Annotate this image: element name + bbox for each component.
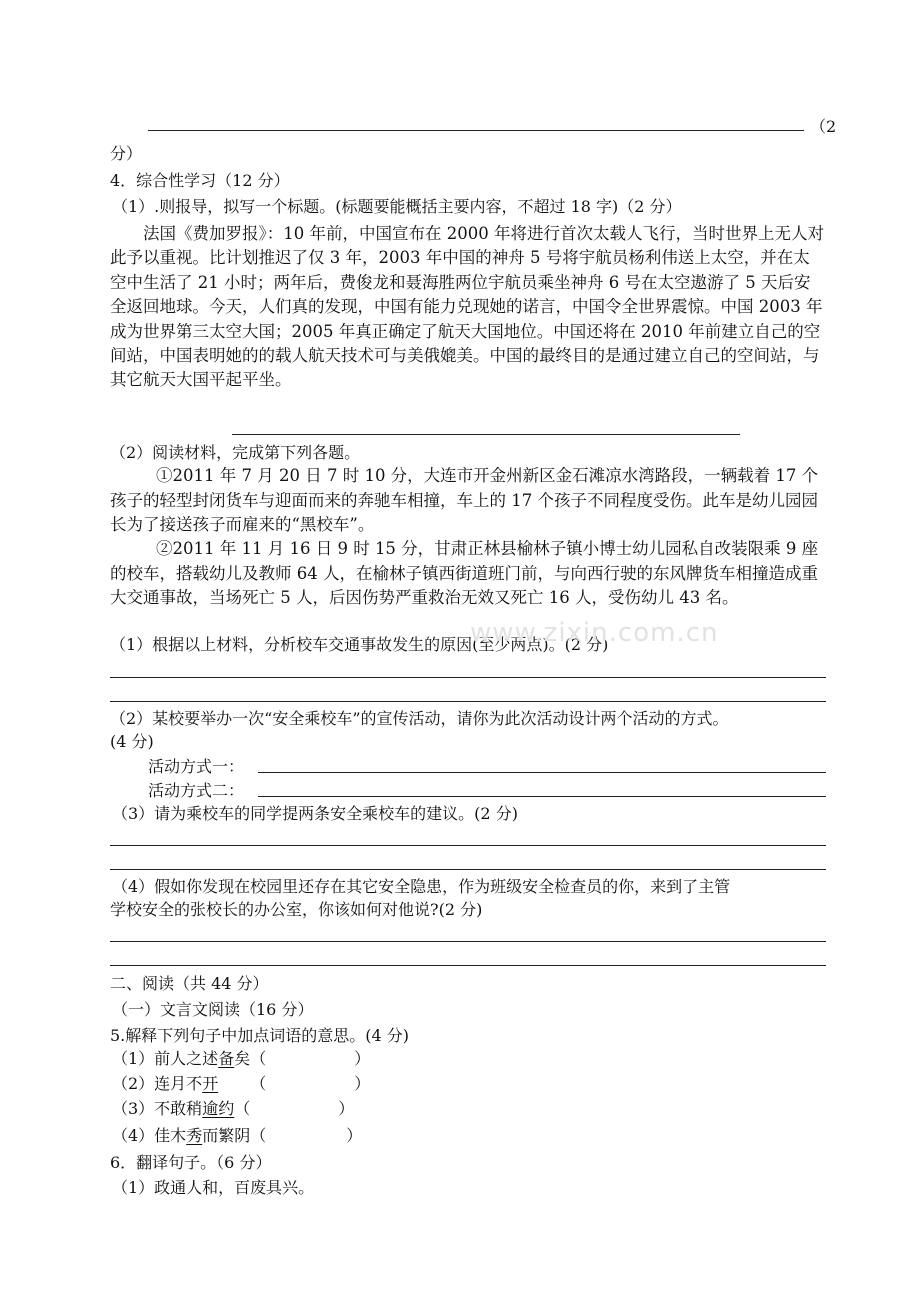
dotted-word: 备 bbox=[218, 1049, 235, 1068]
answer-paren-close: ） bbox=[354, 1049, 371, 1068]
dotted-word: 秀 bbox=[186, 1126, 203, 1145]
answer-paren-open: （ bbox=[234, 1099, 251, 1118]
score-close: 分） bbox=[110, 144, 143, 163]
dotted-word: 开 bbox=[202, 1074, 219, 1093]
subq4-prompt-cont: 学校安全的张校长的办公室，你该如何对他说?(2 分) bbox=[110, 900, 483, 919]
q5-item-2: （2）连月不开 （ ） bbox=[112, 1074, 371, 1093]
answer-line bbox=[110, 941, 826, 942]
q5-item-3: （3）不敢稍逾约（ ） bbox=[112, 1099, 355, 1118]
q4-title: 4．综合性学习（12 分） bbox=[110, 171, 290, 190]
q4-part2-prompt: （2）阅读材料，完成第下列各题。 bbox=[110, 443, 361, 462]
answer-line bbox=[148, 130, 804, 131]
material-2: ②2011 年 11 月 16 日 9 时 15 分，甘肃正林县榆林子镇小博士幼儿园私自改装限乘 9 座的校车，搭载幼儿及教师 64 人，在榆林子镇西街道班门前，与向西行驶的东风牌货车相撞造成重大交通事故，当场死亡 5 人，后因伤势严重救治无效又死亡 16 人，受伤幼儿 43 名。 bbox=[110, 539, 819, 608]
q5-prompt: 5.解释下列句子中加点词语的意思。(4 分) bbox=[110, 1026, 410, 1045]
dotted-word: 逾约 bbox=[202, 1099, 235, 1118]
answer-line bbox=[232, 434, 740, 435]
q5-item-4: （4）佳木秀而繁阴（ ） bbox=[112, 1126, 363, 1145]
answer-paren-open: （ bbox=[250, 1049, 267, 1068]
answer-line bbox=[110, 845, 826, 846]
q6-prompt: 6．翻译句子。（6 分） bbox=[110, 1153, 272, 1172]
part2-title: 二、阅读（共 44 分） bbox=[110, 974, 269, 993]
subq2-prompt: （2）某校要举办一次“安全乘校车”的宣传活动，请你为此次活动设计两个活动的方式。 bbox=[110, 709, 729, 728]
answer-paren-open: （ bbox=[250, 1074, 267, 1093]
article-paragraph: 法国《费加罗报》：10 年前，中国宣布在 2000 年将进行首次太载人飞行，当时世界上无人对此予以重视。比计划推迟了仅 3 年，2003 年中国的神舟 5 号将宇航员杨利伟送上太空，并在太空中生活了 21 小时；两年后，费俊龙和聂海胜两位宇航员乘坐神舟 6 号在太空遨游了 5 天后安全返回地球。今天，人们真的发现，中国有能力兑现她的诺言，中国令全世界震惊。中国 2003 年成为世界第三太空大国；2005 年真正确定了航天大国地位。中国还将在 2010 年前建立自己的空间站，中国表明她的的载人航天技术可与美俄媲美。中国的最终目的是通过建立自己的空间站，与其它航天大国平起平坐。 bbox=[110, 224, 824, 390]
q4-part1-prompt: （1）.则报导，拟写一个标题。(标题要能概括主要内容，不超过 18 字)（2 分） bbox=[112, 197, 682, 216]
answer-line bbox=[110, 677, 826, 678]
watermark: www.zixin.com.cn bbox=[470, 618, 719, 648]
answer-paren-close: ） bbox=[338, 1099, 355, 1118]
part2-sub1: （一）文言文阅读（16 分） bbox=[112, 1000, 314, 1019]
answer-paren-open: （ bbox=[250, 1126, 267, 1145]
answer-paren-close: ） bbox=[354, 1074, 371, 1093]
subq1-prompt: （1）根据以上材料，分析校车交通事故发生的原因(至少两点)。(2 分) bbox=[110, 635, 609, 654]
score-open: （2 bbox=[810, 117, 837, 136]
q6-item-1: （1）政通人和，百废具兴。 bbox=[112, 1178, 315, 1197]
material-1: ①2011 年 7 月 20 日 7 时 10 分，大连市开金州新区金石滩凉水湾路段，一辆载着 17 个孩子的轻型封闭货车与迎面而来的奔驰车相撞，车上的 17 个孩子不同程度受伤。此车是幼儿园园长为了接送孩子而雇来的“黑校车”。 bbox=[110, 466, 819, 535]
answer-line bbox=[110, 701, 826, 702]
answer-line bbox=[110, 869, 826, 870]
subq2-score: (4 分) bbox=[110, 732, 154, 751]
subq3-prompt: （3）请为乘校车的同学提两条安全乘校车的建议。(2 分) bbox=[112, 804, 518, 823]
subq4-prompt: （4）假如你发现在校园里还存在其它安全隐患，作为班级安全检查员的你，来到了主管 bbox=[112, 877, 731, 896]
activity-2-label: 活动方式二： bbox=[148, 781, 245, 800]
answer-paren-close: ） bbox=[346, 1126, 363, 1145]
activity-1-label: 活动方式一： bbox=[148, 757, 245, 776]
answer-line bbox=[258, 796, 826, 797]
answer-line bbox=[110, 965, 826, 966]
answer-line bbox=[258, 772, 826, 773]
q5-item-1: （1）前人之述备矣（ ） bbox=[112, 1049, 371, 1068]
